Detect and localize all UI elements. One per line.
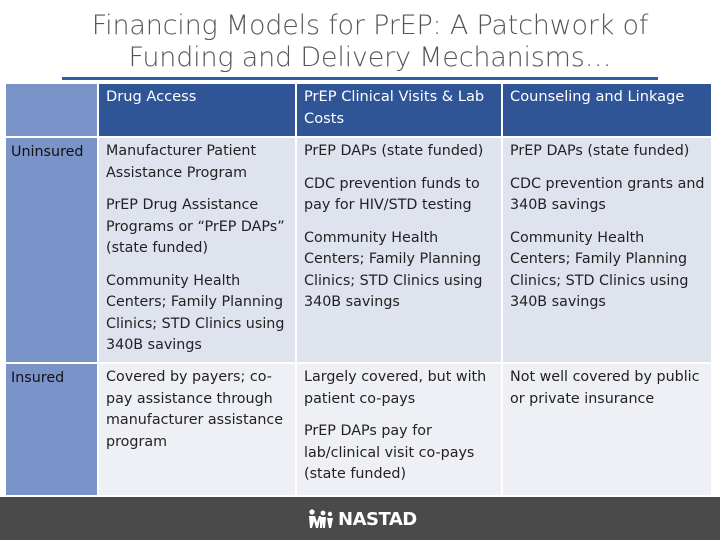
- cell-text: Manufacturer Patient Assistance Program: [106, 143, 257, 181]
- cell-text: PrEP DAPs (state funded): [304, 143, 484, 159]
- nastad-logo: [308, 507, 417, 531]
- cell-uninsured-drug-access: [99, 138, 295, 362]
- cell-text: PrEP DAPs pay for lab/clinical visit co-pays (state funded): [304, 423, 475, 482]
- title-underline: [62, 77, 658, 80]
- cell-text: Not well covered by public or private insurance: [510, 369, 700, 407]
- slide-title-line1: Financing Models for PrEP: A Patchwork of: [91, 10, 649, 41]
- cell-text: PrEP Drug Assistance Programs or “PrEP DAPs” (state funded): [106, 197, 285, 256]
- cell-text: Community Health Centers; Family Planning Clinics; STD Clinics using 340B savings: [106, 272, 285, 353]
- financing-table: [6, 84, 711, 495]
- nastad-figures-icon: [308, 508, 334, 530]
- cell-insured-drug-access: [99, 364, 295, 495]
- cell-text: CDC prevention grants and 340B savings: [510, 175, 705, 213]
- row-label-insured: Insured: [6, 364, 97, 495]
- cell-text: Community Health Centers; Family Planning Clinics; STD Clinics using 340B savings: [304, 229, 483, 310]
- cell-insured-clinical: [297, 364, 501, 495]
- footer-bar: [0, 497, 720, 540]
- cell-insured-counseling: [503, 364, 711, 495]
- header-clinical-visits: PrEP Clinical Visits & Lab Costs: [297, 84, 501, 136]
- cell-text: Covered by payers; co-pay assistance through manufacturer assistance program: [106, 369, 284, 450]
- cell-text: Largely covered, but with patient co-pays: [304, 369, 487, 407]
- cell-text: Community Health Centers; Family Planning Clinics; STD Clinics using 340B savings: [510, 229, 689, 310]
- cell-uninsured-clinical: [297, 138, 501, 362]
- table-corner-cell: [6, 84, 97, 136]
- slide-title: [20, 10, 720, 74]
- row-label-uninsured: Uninsured: [6, 138, 97, 362]
- header-counseling-linkage: Counseling and Linkage: [503, 84, 711, 136]
- cell-text: PrEP DAPs (state funded): [510, 143, 690, 159]
- nastad-logo-text: NASTAD: [338, 508, 417, 530]
- cell-uninsured-counseling: [503, 138, 711, 362]
- slide-title-line2: Funding and Delivery Mechanisms…: [128, 42, 612, 73]
- header-drug-access: Drug Access: [99, 84, 295, 136]
- cell-text: CDC prevention funds to pay for HIV/STD testing: [304, 175, 480, 213]
